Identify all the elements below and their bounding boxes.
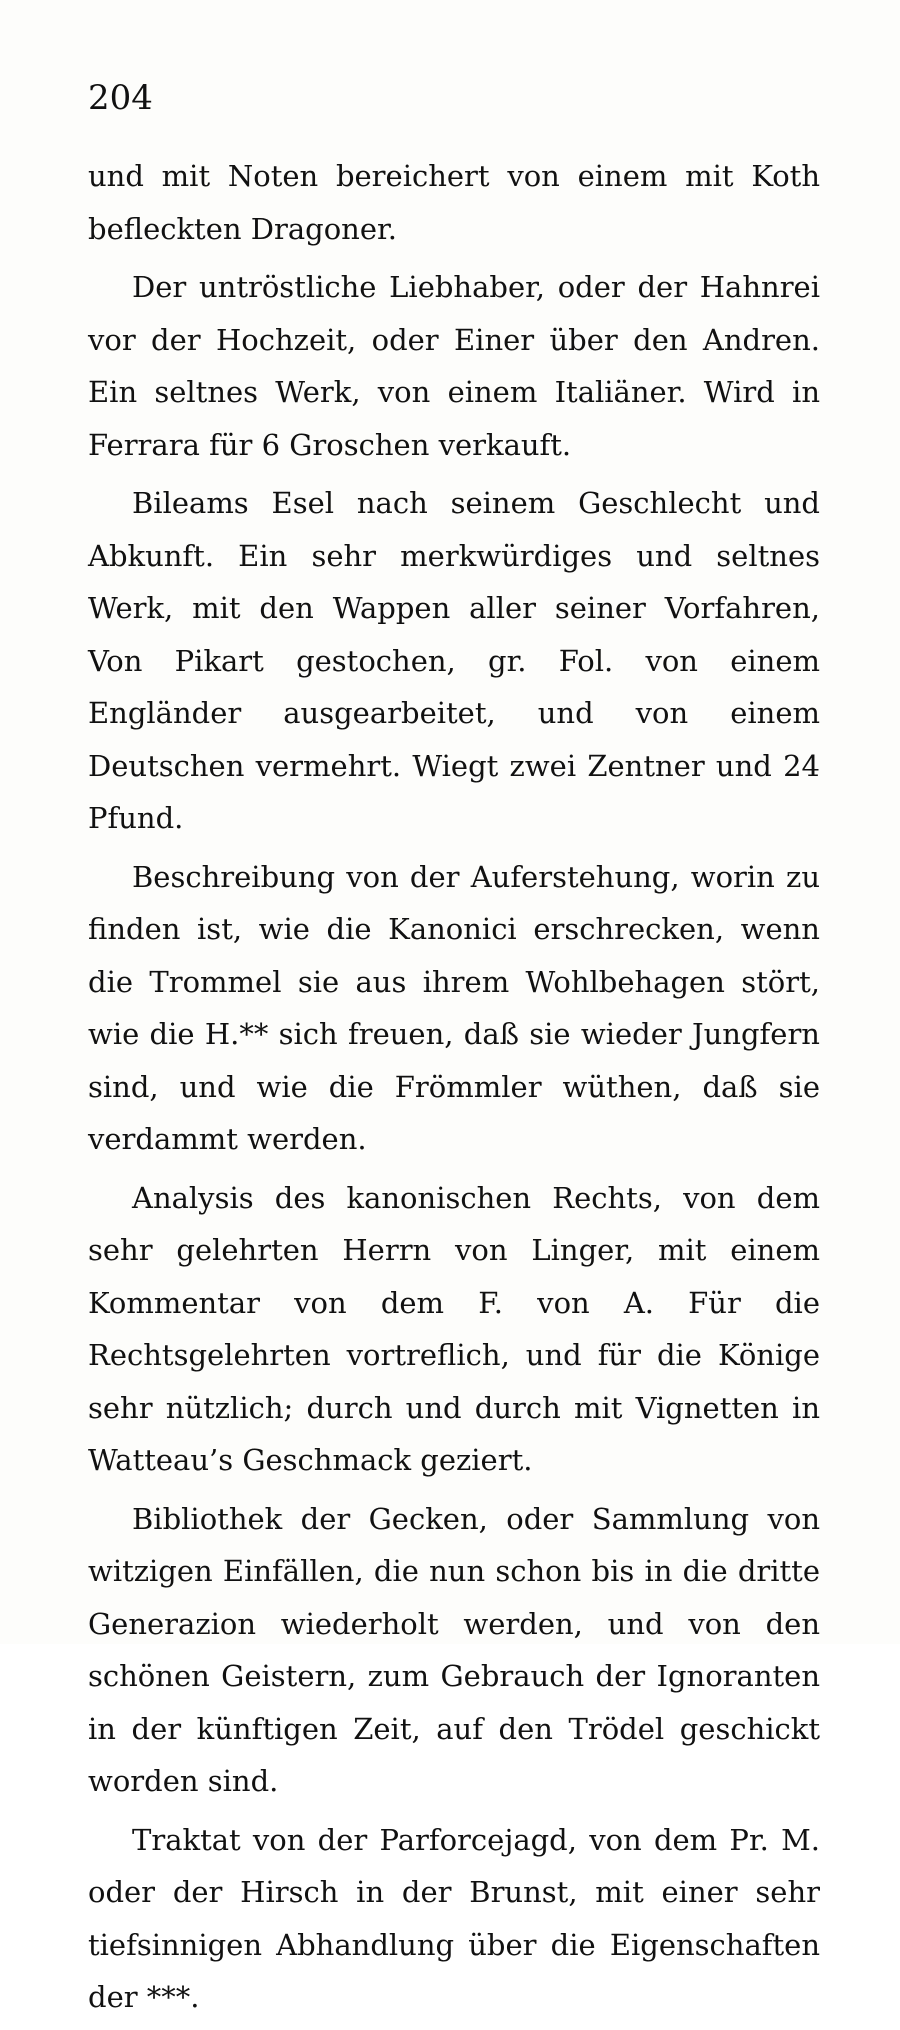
paragraph-7: Traktat von der Parforcejagd, von dem Pr. M. oder der Hirsch in der Brunst, mit einer sehr tiefsinnigen Abhandlung über die Eigenschaften der ***.: [88, 1822, 820, 2014]
paragraph-4: Beschreibung von der Auferstehung, worin zu finden ist, wie die Kanonici erschrecken, wenn die Trommel sie aus ihrem Wohlbehagen stört, wie die H.** sich freuen, daß sie wieder Jungfern sind, und wie die Frömmler wüthen, daß sie verdammt werden.: [88, 859, 820, 1156]
page-text: [88, 150, 820, 2030]
paragraph-1: und mit Noten bereichert von einem mit Koth befleckten Dragoner.: [88, 159, 820, 246]
page-number: 204: [88, 78, 153, 118]
paragraph-6: Bibliothek der Gecken, oder Sammlung von witzigen Einfällen, die nun schon bis in die dritte Generazion wiederholt werden, und von den schönen Geistern, zum Gebrauch der Ignoranten in der künftigen Zeit, auf den Trödel geschickt worden sind.: [88, 1501, 820, 1798]
paragraph-2: Der untröstliche Liebhaber, oder der Hahnrei vor der Hochzeit, oder Einer über den Andren. Ein seltnes Werk, von einem Italiäner. Wird in Ferrara für 6 Groschen verkauft.: [88, 270, 820, 462]
paragraph-5: Analysis des kanonischen Rechts, von dem sehr gelehrten Herrn von Linger, mit einem Kommentar von dem F. von A. Für die Rechtsgelehrten vortreflich, und für die Könige sehr nützlich; durch und durch mit Vignetten in Watteau’s Geschmack geziert.: [88, 1180, 820, 1477]
paragraph-3: Bileams Esel nach seinem Geschlecht und Abkunft. Ein sehr merkwürdiges und seltnes Werk, mit den Wappen aller seiner Vorfahren, Von Pikart gestochen, gr. Fol. von einem Engländer ausgearbeitet, und von einem Deutschen vermehrt. Wiegt zwei Zentner und 24 Pfund.: [88, 486, 820, 835]
